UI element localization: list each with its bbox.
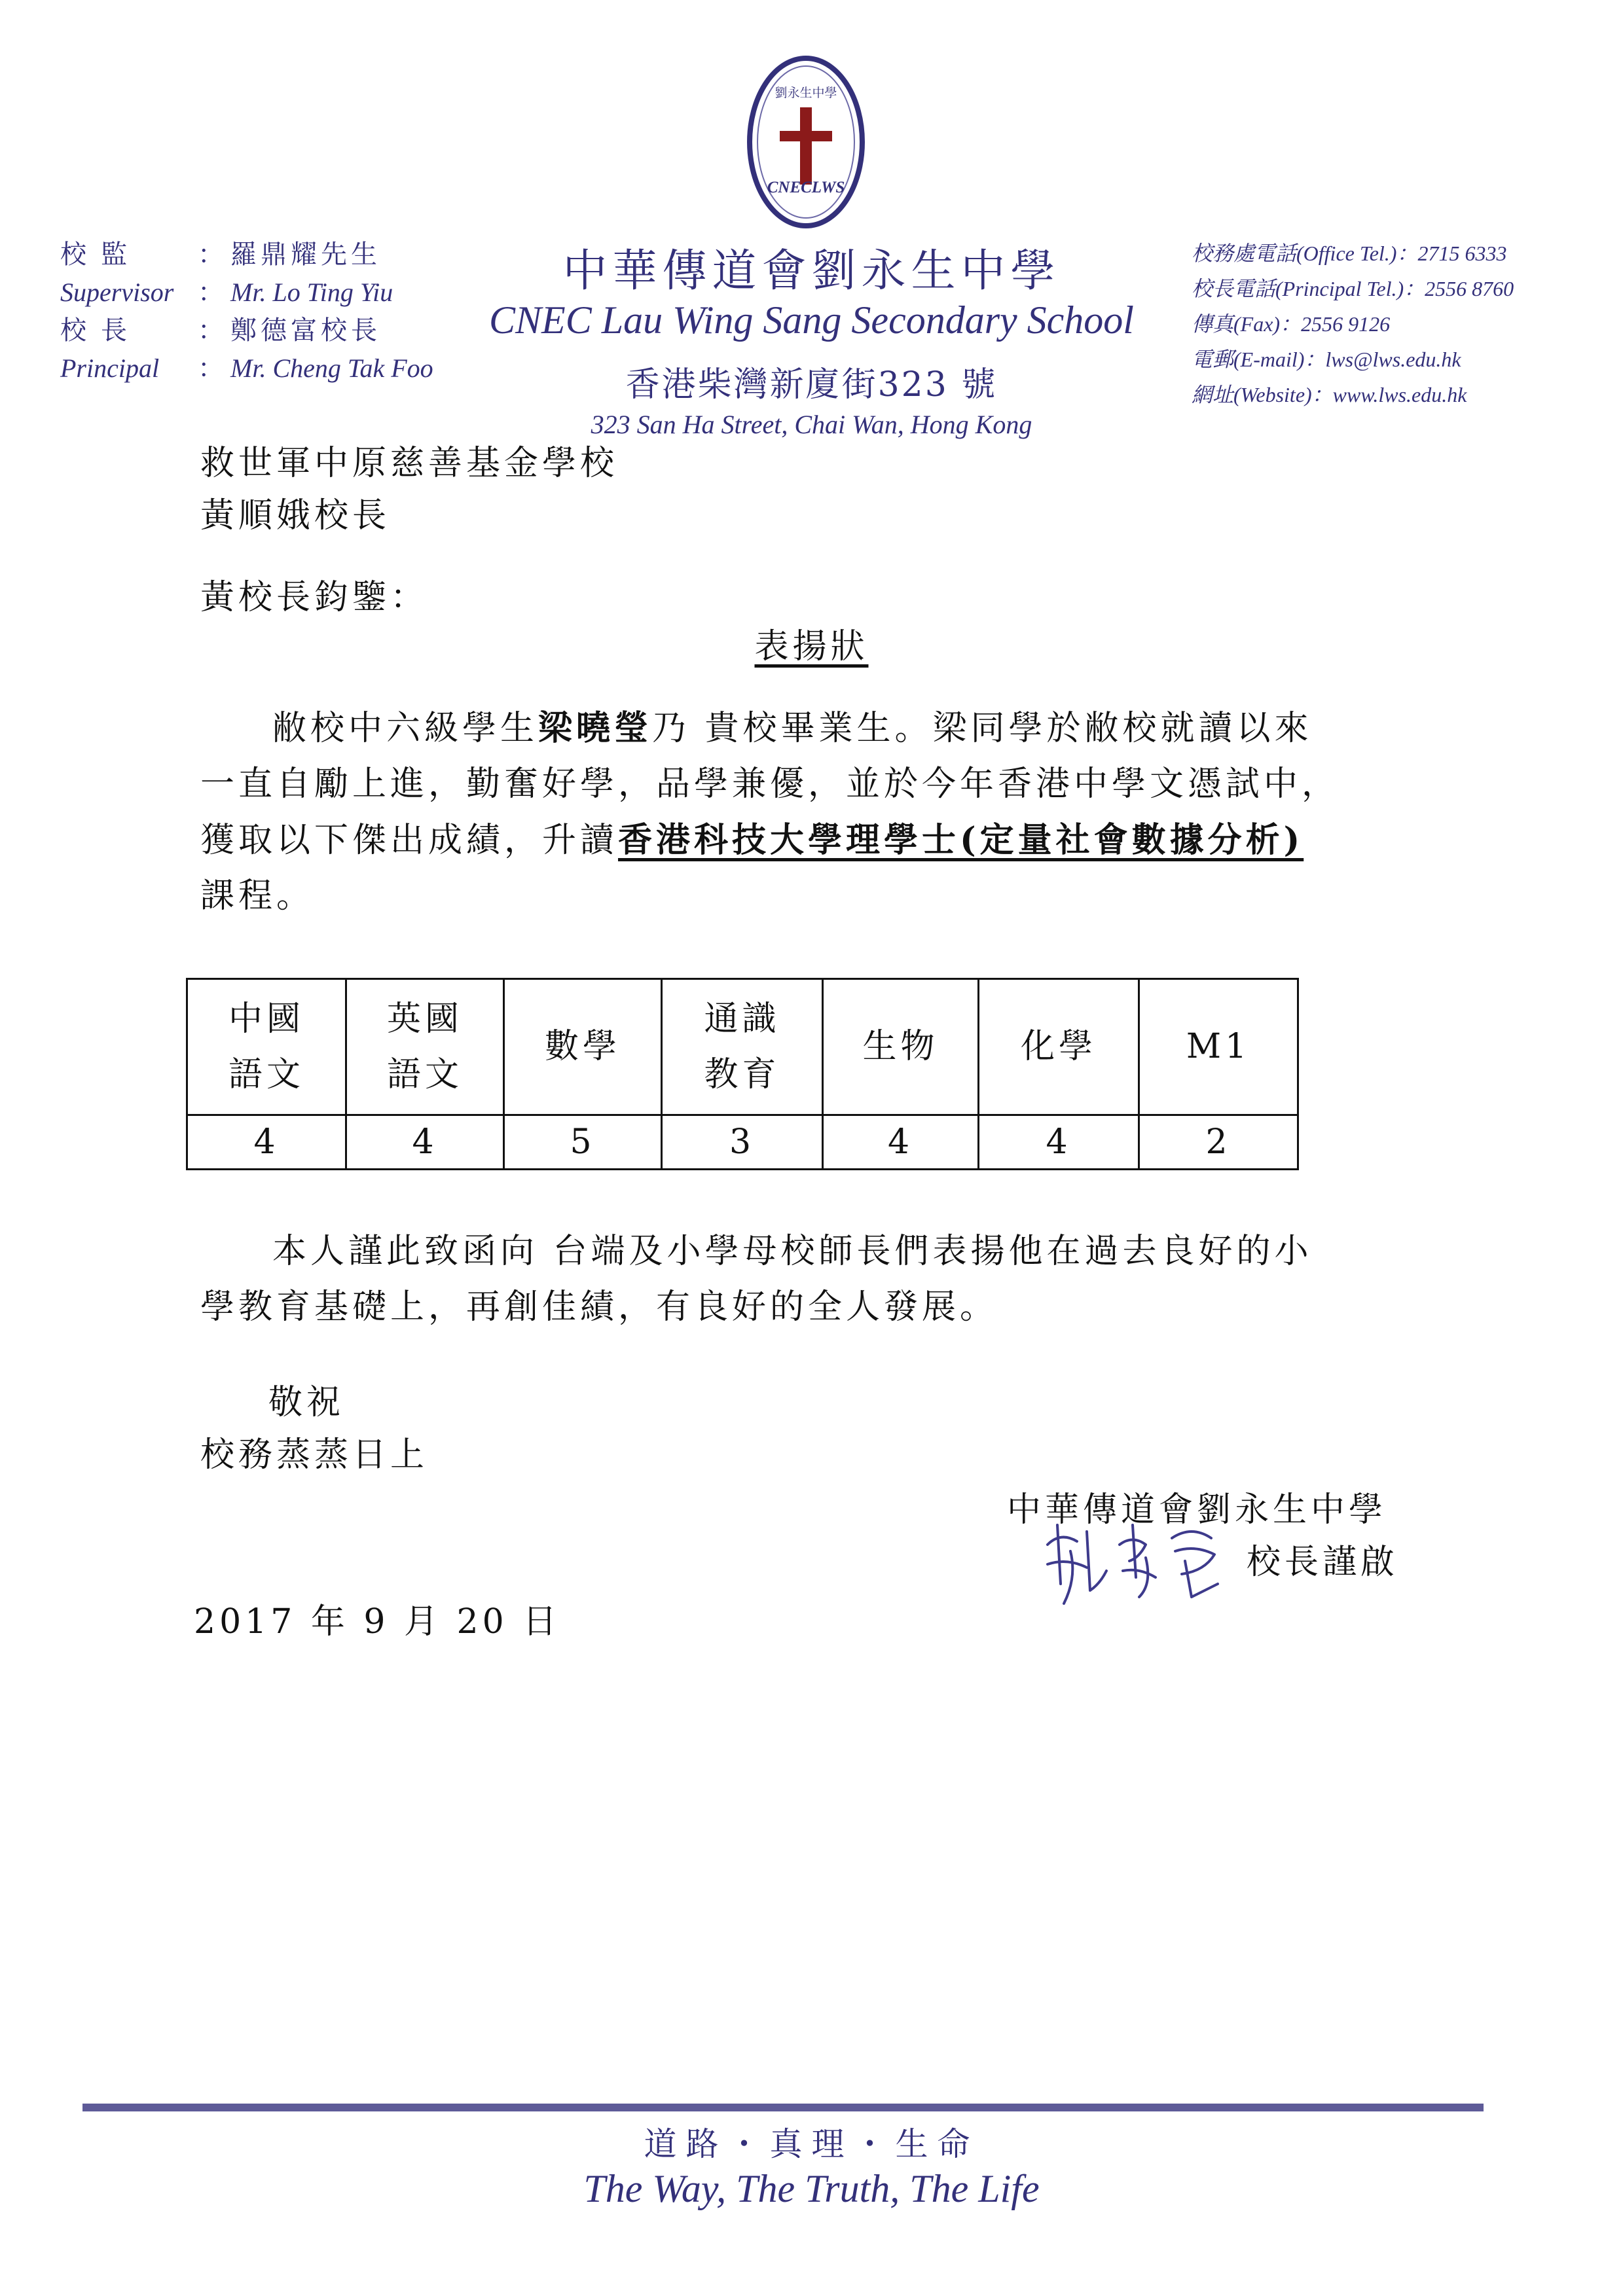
paragraph-2: [200, 1224, 1470, 1335]
grade-value: 4: [187, 1115, 346, 1170]
colon: ：: [198, 353, 224, 384]
office-tel: 校務處電話(Office Tel.)：2715 6333: [1192, 242, 1507, 265]
para2-line2: 學教育基礎上，再創佳績，有良好的全人發展。: [200, 1287, 998, 1327]
letter-date: 2017 年 9 月 20 日: [194, 1602, 561, 1641]
grade-value: 3: [662, 1115, 823, 1170]
grade-value: 2: [1139, 1115, 1298, 1170]
principal-en-key: Principal: [60, 353, 160, 383]
school-address-zh: 香港柴灣新廈街323 號: [625, 365, 998, 404]
para2-line1: 本人謹此致函向 台端及小學母校師長們表揚他在過去良好的小: [272, 1232, 1313, 1271]
paragraph-1: [200, 700, 1470, 924]
student-name: 梁曉瑩: [538, 708, 653, 748]
supervisor-en-value: Mr. Lo Ting Yiu: [230, 278, 393, 307]
motto-zh: 道路・真理・生命: [644, 2125, 979, 2163]
para1-line1: [200, 700, 1470, 757]
subject-cell: 化學: [979, 979, 1139, 1115]
school-logo: [744, 54, 868, 230]
header-contacts: [1192, 236, 1514, 412]
school-name-zh: 中華傳道會劉永生中學: [562, 245, 1061, 297]
salutation: 黃校長鈞鑒：: [200, 578, 429, 617]
colon: ：: [198, 278, 224, 308]
subject-cell: M1: [1139, 979, 1298, 1115]
closing-wish: 校務蒸蒸日上: [200, 1435, 429, 1475]
school-address-en: 323 San Ha Street, Chai Wan, Hong Kong: [591, 410, 1032, 439]
closing-greeting: 敬祝: [268, 1383, 345, 1422]
sign-school: 中華傳道會劉永生中學: [1007, 1490, 1387, 1530]
cross-horizontal: [780, 131, 832, 141]
para1-line3: [200, 812, 1470, 869]
website: 網址(Website)：www.lws.edu.hk: [1192, 383, 1467, 406]
principal-zh-value: 鄭德富校長: [230, 315, 381, 346]
subject-cell: 英國 語文: [346, 979, 504, 1115]
cross-vertical: [800, 107, 812, 185]
para1-line3-text: 獲取以下傑出成績，升讀: [200, 821, 619, 860]
principal-zh-key: 校長: [60, 315, 141, 346]
grades-value-row: [187, 1115, 1298, 1170]
supervisor-zh-value: 羅鼎耀先生: [230, 240, 381, 270]
footer-divider: [82, 2104, 1484, 2111]
recipient-name: 黃順娥校長: [200, 496, 391, 535]
grade-value: 4: [979, 1115, 1139, 1170]
recipient-school: 救世軍中原慈善基金學校: [200, 444, 619, 483]
grades-header-row: [187, 979, 1298, 1115]
recipient: [200, 437, 618, 542]
grades-table: [186, 978, 1299, 1170]
colon: ：: [198, 315, 224, 346]
subject-cell: 通識 教育: [662, 979, 823, 1115]
logo-top-text: 劉永生中學: [775, 86, 837, 100]
fax: 傳真(Fax)：2556 9126: [1192, 312, 1391, 336]
subject-cell: 中國 語文: [187, 979, 346, 1115]
email: 電郵(E-mail)：lws@lws.edu.hk: [1192, 348, 1461, 371]
grade-value: 5: [504, 1115, 662, 1170]
sign-title: 校長謹啟: [1247, 1543, 1399, 1582]
motto-en: The Way, The Truth, The Life: [583, 2167, 1040, 2210]
principal-tel: 校長電話(Principal Tel.)：2556 8760: [1192, 277, 1514, 300]
para1-line2: 一直自勵上進，勤奮好學，品學兼優，並於今年香港中學文憑試中，: [200, 764, 1340, 804]
supervisor-zh-key: 校監: [60, 240, 141, 270]
handwritten-signature: [1041, 1505, 1231, 1617]
grade-value: 4: [823, 1115, 979, 1170]
principal-en-value: Mr. Cheng Tak Foo: [230, 353, 433, 383]
para1-line4: 課程。: [200, 876, 315, 916]
letter-title: 表揚狀: [754, 627, 869, 666]
logo-bottom-text: CNECLWS: [767, 179, 845, 196]
para1-text-b: 乃 貴校畢業生。梁同學於敝校就讀以來: [652, 709, 1313, 748]
subject-cell: 數學: [504, 979, 662, 1115]
subject-cell: 生物: [823, 979, 979, 1115]
colon: ：: [198, 240, 224, 270]
grade-value: 4: [346, 1115, 504, 1170]
programme-name: 香港科技大學理學士(定量社會數據分析): [618, 820, 1304, 860]
school-name-en: CNEC Lau Wing Sang Secondary School: [489, 298, 1134, 342]
para1-text-a: 敝校中六級學生: [272, 709, 539, 748]
supervisor-en-key: Supervisor: [60, 278, 174, 307]
